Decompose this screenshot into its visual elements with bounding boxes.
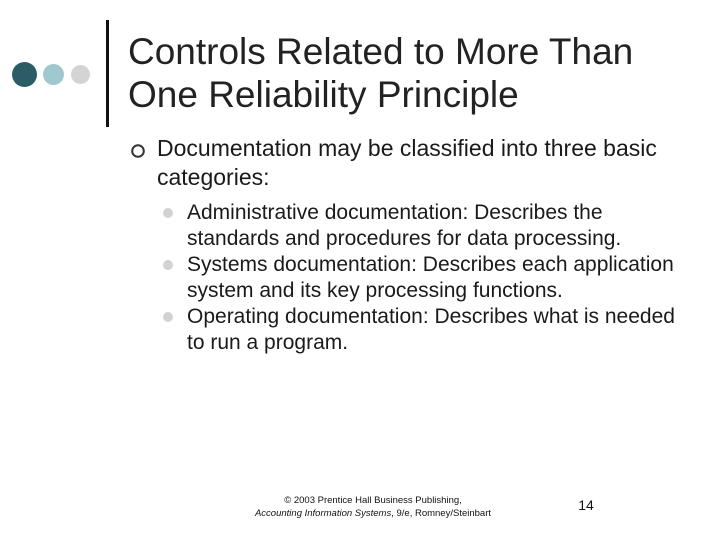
sub-bullet-list bbox=[162, 200, 682, 356]
hollow-circle-icon bbox=[130, 143, 146, 159]
sub-bullet-text: Operating documentation: Describes what is needed to run a program. bbox=[187, 305, 675, 354]
decorative-dots bbox=[12, 62, 100, 88]
filled-circle-icon bbox=[163, 208, 173, 218]
footer-edition-authors: , 9/e, Romney/Steinbart bbox=[391, 508, 492, 519]
filled-circle-icon bbox=[163, 260, 173, 270]
footer-book-title: Accounting Information Systems bbox=[254, 508, 392, 519]
light-teal-dot-icon bbox=[43, 64, 64, 85]
sub-bullet-item bbox=[162, 304, 682, 356]
dark-teal-dot-icon bbox=[12, 62, 37, 87]
filled-circle-icon bbox=[163, 312, 173, 322]
footer-citation bbox=[228, 507, 518, 520]
sub-bullet-item bbox=[162, 200, 682, 252]
title-divider bbox=[106, 20, 109, 127]
slide-footer bbox=[228, 494, 518, 520]
sub-bullet-text: Systems documentation: Describes each application system and its key processing functions. bbox=[187, 253, 674, 302]
gray-dot-icon bbox=[71, 65, 90, 84]
main-bullet-text: Documentation may be classified into three basic categories: bbox=[157, 135, 657, 190]
footer-copyright: © 2003 Prentice Hall Business Publishing, bbox=[284, 495, 462, 506]
sub-bullet-text: Administrative documentation: Describes the standards and procedures for data processing. bbox=[187, 201, 622, 250]
sub-bullet-item bbox=[162, 252, 682, 304]
page-number: 14 bbox=[578, 497, 594, 513]
slide-title: Controls Related to More Than One Reliability Principle bbox=[128, 31, 634, 115]
